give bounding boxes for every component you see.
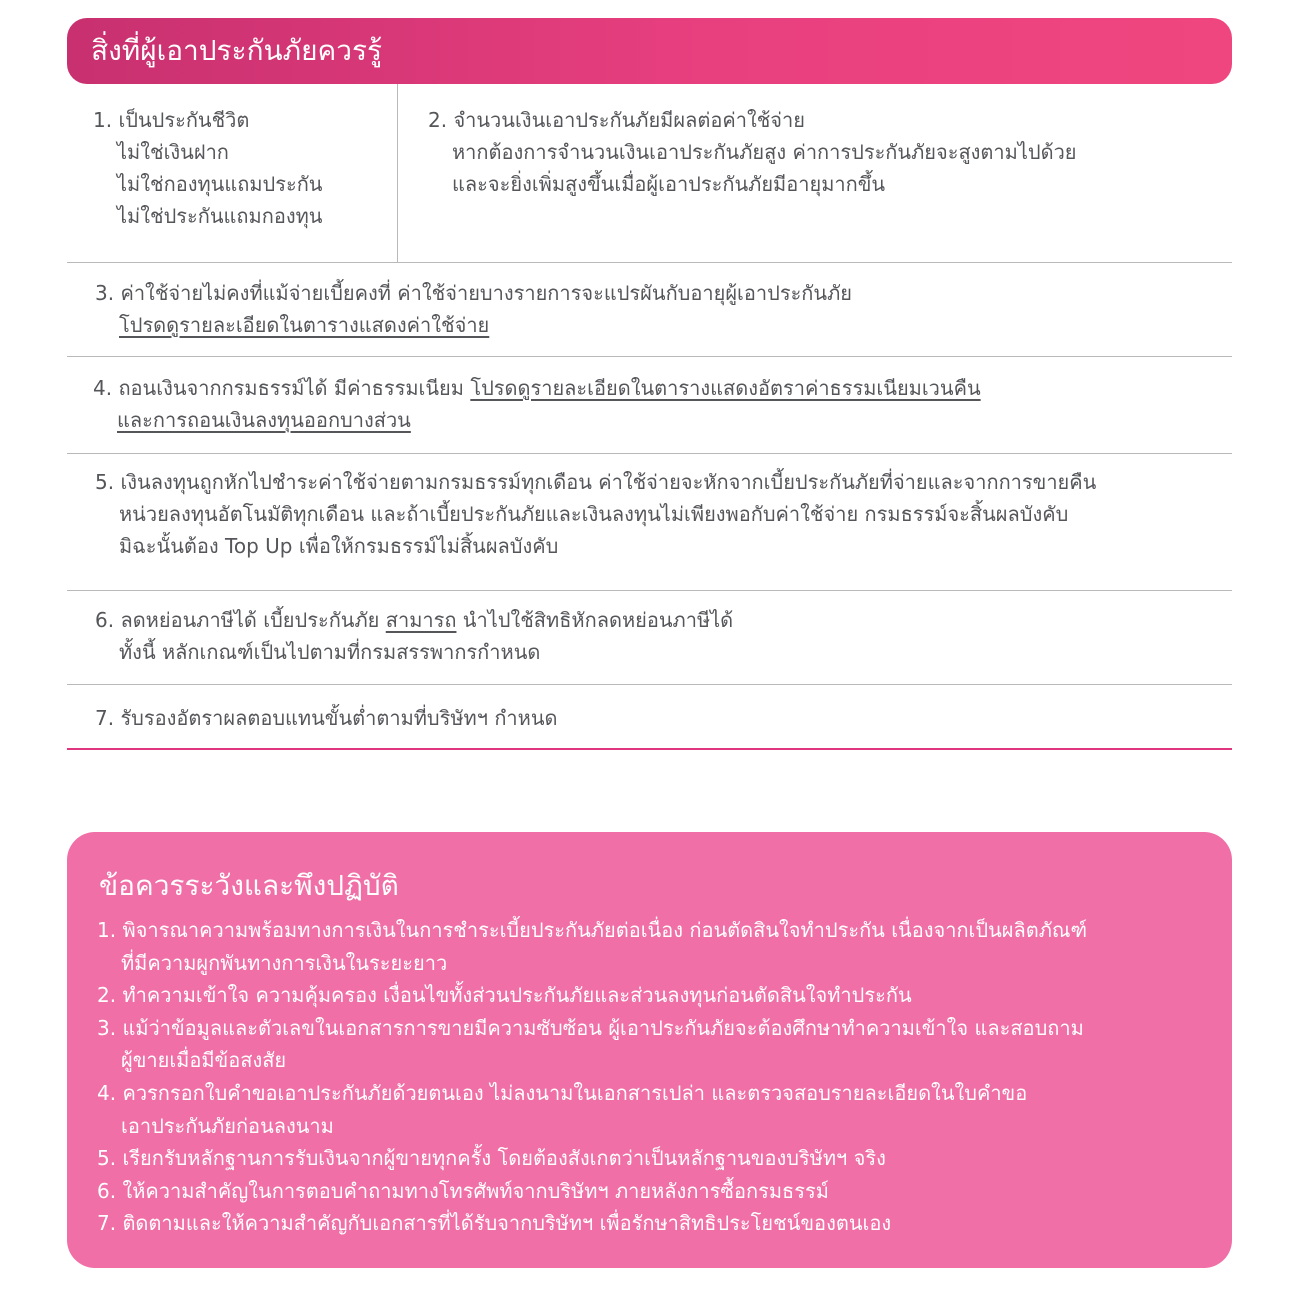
caution-item: เอาประกันภัยก่อนลงนาม <box>121 1113 334 1138</box>
item-5-line: หน่วยลงทุนอัตโนมัติทุกเดือน และถ้าเบี้ยประกันภัยและเงินลงทุนไม่เพียงพอกับค่าใช้จ่าย กรมธรรม์จะสิ้นผลบังคับ <box>119 502 1069 526</box>
caution-item: ที่มีความผูกพันทางการเงินในระยะยาว <box>121 950 448 975</box>
section-header <box>67 18 1232 84</box>
item-1-line: 1. เป็นประกันชีวิต <box>93 108 250 132</box>
caution-item: 5. เรียกรับหลักฐานการรับเงินจากผู้ขายทุกครั้ง โดยต้องสังเกตว่าเป็นหลักฐานของบริษัทฯ จริง <box>97 1146 886 1171</box>
tax-deduction-link[interactable]: สามารถ <box>385 608 457 632</box>
caution-title: ข้อควรระวังและพึงปฏิบัติ <box>99 869 399 902</box>
column-divider <box>397 84 398 262</box>
surrender-fee-table-link[interactable]: โปรดดูรายละเอียดในตารางแสดงอัตราค่าธรรมเนียมเวนคืน <box>470 376 981 400</box>
item-1-line: ไม่ใช่เงินฝาก <box>117 140 229 164</box>
caution-item: 7. ติดตามและให้ความสำคัญกับเอกสารที่ได้รับจากบริษัทฯ เพื่อรักษาสิทธิประโยชน์ของตนเอง <box>97 1211 892 1236</box>
item-4-text: 4. ถอนเงินจากกรมธรรม์ได้ มีค่าธรรมเนียม <box>93 376 471 400</box>
caution-item: 6. ให้ความสำคัญในการตอบคำถามทางโทรศัพท์จากบริษัทฯ ภายหลังการซื้อกรมธรรม์ <box>97 1178 829 1203</box>
item-5 <box>95 466 1096 562</box>
item-6-line: ทั้งนี้ หลักเกณฑ์เป็นไปตามที่กรมสรรพากรกำหนด <box>119 640 541 664</box>
row-divider <box>67 453 1232 454</box>
caution-list <box>97 914 1087 1240</box>
item-7 <box>95 702 558 734</box>
caution-item: 3. แม้ว่าข้อมูลและตัวเลขในเอกสารการขายมีความซับซ้อน ผู้เอาประกันภัยจะต้องศึกษาทำความเข้าใจ และสอบถาม <box>97 1015 1084 1040</box>
row-divider <box>67 356 1232 357</box>
item-2-line: และจะยิ่งเพิ่มสูงขึ้นเมื่อผู้เอาประกันภัยมีอายุมากขึ้น <box>452 172 886 196</box>
caution-item: 2. ทำความเข้าใจ ความคุ้มครอง เงื่อนไขทั้งส่วนประกันภัยและส่วนลงทุนก่อนตัดสินใจทำประกัน <box>97 983 912 1008</box>
item-4 <box>93 372 981 436</box>
item-5-line: มิฉะนั้นต้อง Top Up เพื่อให้กรมธรรม์ไม่สิ้นผลบังคับ <box>119 534 559 558</box>
item-7-line: 7. รับรองอัตราผลตอบแทนขั้นต่ำตามที่บริษัทฯ กำหนด <box>95 706 558 730</box>
caution-item: 1. พิจารณาความพร้อมทางการเงินในการชำระเบี้ยประกันภัยต่อเนื่อง ก่อนตัดสินใจทำประกัน เนื่องจากเป็นผลิตภัณฑ์ <box>97 918 1088 942</box>
item-6-text: 6. ลดหย่อนภาษีได้ เบี้ยประกันภัย <box>95 608 386 632</box>
row-divider <box>67 262 1232 263</box>
item-1-line: ไม่ใช่กองทุนแถมประกัน <box>117 172 323 196</box>
item-2-line: หากต้องการจำนวนเงินเอาประกันภัยสูง ค่าการประกันภัยจะสูงตามไปด้วย <box>452 140 1077 164</box>
caution-box <box>67 832 1232 1268</box>
section-end-line <box>67 748 1232 750</box>
row-divider <box>67 684 1232 685</box>
expense-table-link[interactable]: โปรดดูรายละเอียดในตารางแสดงค่าใช้จ่าย <box>119 313 490 337</box>
section-title: สิ่งที่ผู้เอาประกันภัยควรรู้ <box>91 34 383 67</box>
item-6 <box>95 604 733 668</box>
item-1 <box>93 104 322 232</box>
item-6-text: นำไปใช้สิทธิหักลดหย่อนภาษีได้ <box>456 608 734 632</box>
item-1-line: ไม่ใช่ประกันแถมกองทุน <box>117 204 323 228</box>
item-3 <box>95 277 852 341</box>
item-3-line: 3. ค่าใช้จ่ายไม่คงที่แม้จ่ายเบี้ยคงที่ ค่าใช้จ่ายบางรายการจะแปรผันกับอายุผู้เอาประกันภัย <box>95 281 852 305</box>
caution-item: ผู้ขายเมื่อมีข้อสงสัย <box>121 1048 287 1073</box>
caution-item: 4. ควรกรอกใบคำขอเอาประกันภัยด้วยตนเอง ไม่ลงนามในเอกสารเปล่า และตรวจสอบรายละเอียดในใบคำขอ <box>97 1080 1028 1105</box>
partial-withdrawal-link[interactable]: และการถอนเงินลงทุนออกบางส่วน <box>117 408 411 432</box>
item-2-line: 2. จำนวนเงินเอาประกันภัยมีผลต่อค่าใช้จ่าย <box>428 108 805 132</box>
item-2 <box>428 104 1077 200</box>
row-divider <box>67 590 1232 591</box>
item-5-line: 5. เงินลงทุนถูกหักไปชำระค่าใช้จ่ายตามกรมธรรม์ทุกเดือน ค่าใช้จ่ายจะหักจากเบี้ยประกันภัยที่จ่ายและจากการขายคืน <box>95 470 1097 494</box>
